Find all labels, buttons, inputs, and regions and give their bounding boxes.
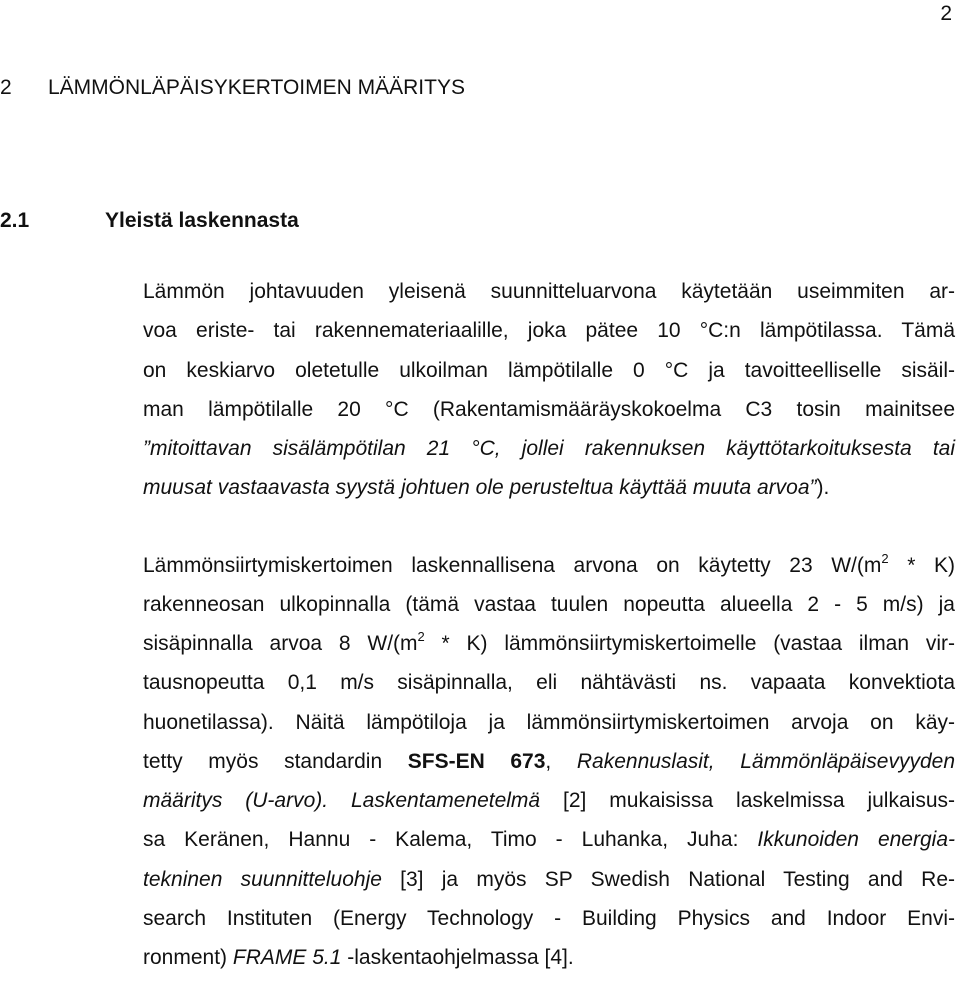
paragraph-2-line-11 xyxy=(143,945,955,971)
paragraph-1-line-4: man lämpötilalle 20 °C (Rakentamismääräyskokoelma C3 tosin mainitsee xyxy=(143,398,955,421)
section-number: 2 xyxy=(0,76,12,99)
text-segment: , xyxy=(545,750,577,773)
publication-title-cont: tekninen suunnitteluohje xyxy=(143,868,382,891)
superscript: 2 xyxy=(417,629,425,644)
paragraph-2-line-2: rakenneosan ulkopinnalla (tämä vastaa tuulen nopeutta alueella 2 - 5 m/s) ja xyxy=(143,593,955,616)
standard-title: Rakennuslasit, Lämmönläpäisevyyden xyxy=(576,750,955,773)
text-segment: [2] mukaisissa laskelmissa julkaisus- xyxy=(540,789,955,812)
text-segment: ronment) xyxy=(143,946,233,969)
text-segment: * K) lämmönsiirtymiskertoimelle (vastaa ilman vir- xyxy=(424,632,956,655)
paragraph-2-line-6 xyxy=(143,749,955,775)
paragraph-1-line-6 xyxy=(143,475,955,501)
paragraph-2-line-1 xyxy=(143,553,955,579)
paragraph-2-line-3 xyxy=(143,631,955,657)
subsection-heading xyxy=(0,209,299,233)
quote-close: ). xyxy=(816,476,830,499)
paragraph-2-line-7 xyxy=(143,788,955,814)
paragraph-2-line-10: search Instituten (Energy Technology - Building Physics and Indoor Envi- xyxy=(143,907,955,930)
paragraph-1-line-3: on keskiarvo oletetulle ulkoilman lämpötilalle 0 °C ja tavoitteelliselle sisäil- xyxy=(143,359,955,382)
page-number: 2 xyxy=(940,2,952,25)
publication-title: Ikkunoiden energia- xyxy=(757,828,955,851)
standard-reference: SFS-EN 673 xyxy=(407,750,546,773)
software-name: FRAME 5.1 xyxy=(232,946,342,969)
subsection-title: Yleistä laskennasta xyxy=(105,209,299,232)
text-segment: [3] ja myös SP Swedish National Testing and Re- xyxy=(381,868,956,891)
quote-end-italic: muusat vastaavasta syystä johtuen ole perusteltua käyttää muuta arvoa” xyxy=(143,476,817,499)
paragraph-2-line-5: huonetilassa). Näitä lämpötiloja ja lämmönsiirtymiskertoimen arvoja on käy- xyxy=(143,711,955,734)
standard-title-cont: määritys (U-arvo). Laskentamenetelmä xyxy=(143,789,541,812)
paragraph-2-line-9 xyxy=(143,867,955,893)
section-heading xyxy=(0,76,465,100)
paragraph-2-line-8 xyxy=(143,827,955,853)
paragraph-1-line-1: Lämmön johtavuuden yleisenä suunnitteluarvona käytetään useimmiten ar- xyxy=(143,280,955,303)
text-segment: sa Keränen, Hannu - Kalema, Timo - Luhanka, Juha: xyxy=(143,828,758,851)
section-title: LÄMMÖNLÄPÄISYKERTOIMEN MÄÄRITYS xyxy=(48,76,465,99)
text-segment: -laskentaohjelmassa [4]. xyxy=(341,946,574,969)
text-segment: * K) xyxy=(888,554,955,577)
superscript: 2 xyxy=(881,551,889,566)
subsection-number: 2.1 xyxy=(0,209,30,232)
text-segment: Lämmönsiirtymiskertoimen laskennallisena arvona on käytetty 23 W/(m xyxy=(143,554,882,577)
paragraph-1-line-2: voa eriste- tai rakennemateriaalille, joka pätee 10 °C:n lämpötilassa. Tämä xyxy=(143,319,955,342)
text-segment: sisäpinnalla arvoa 8 W/(m xyxy=(143,632,418,655)
paragraph-1-line-5: ”mitoittavan sisälämpötilan 21 °C, jollei rakennuksen käyttötarkoituksesta tai xyxy=(143,437,955,460)
text-segment: tetty myös standardin xyxy=(143,750,408,773)
paragraph-2-line-4: tausnopeutta 0,1 m/s sisäpinnalla, eli nähtävästi ns. vapaata konvektiota xyxy=(143,671,955,694)
